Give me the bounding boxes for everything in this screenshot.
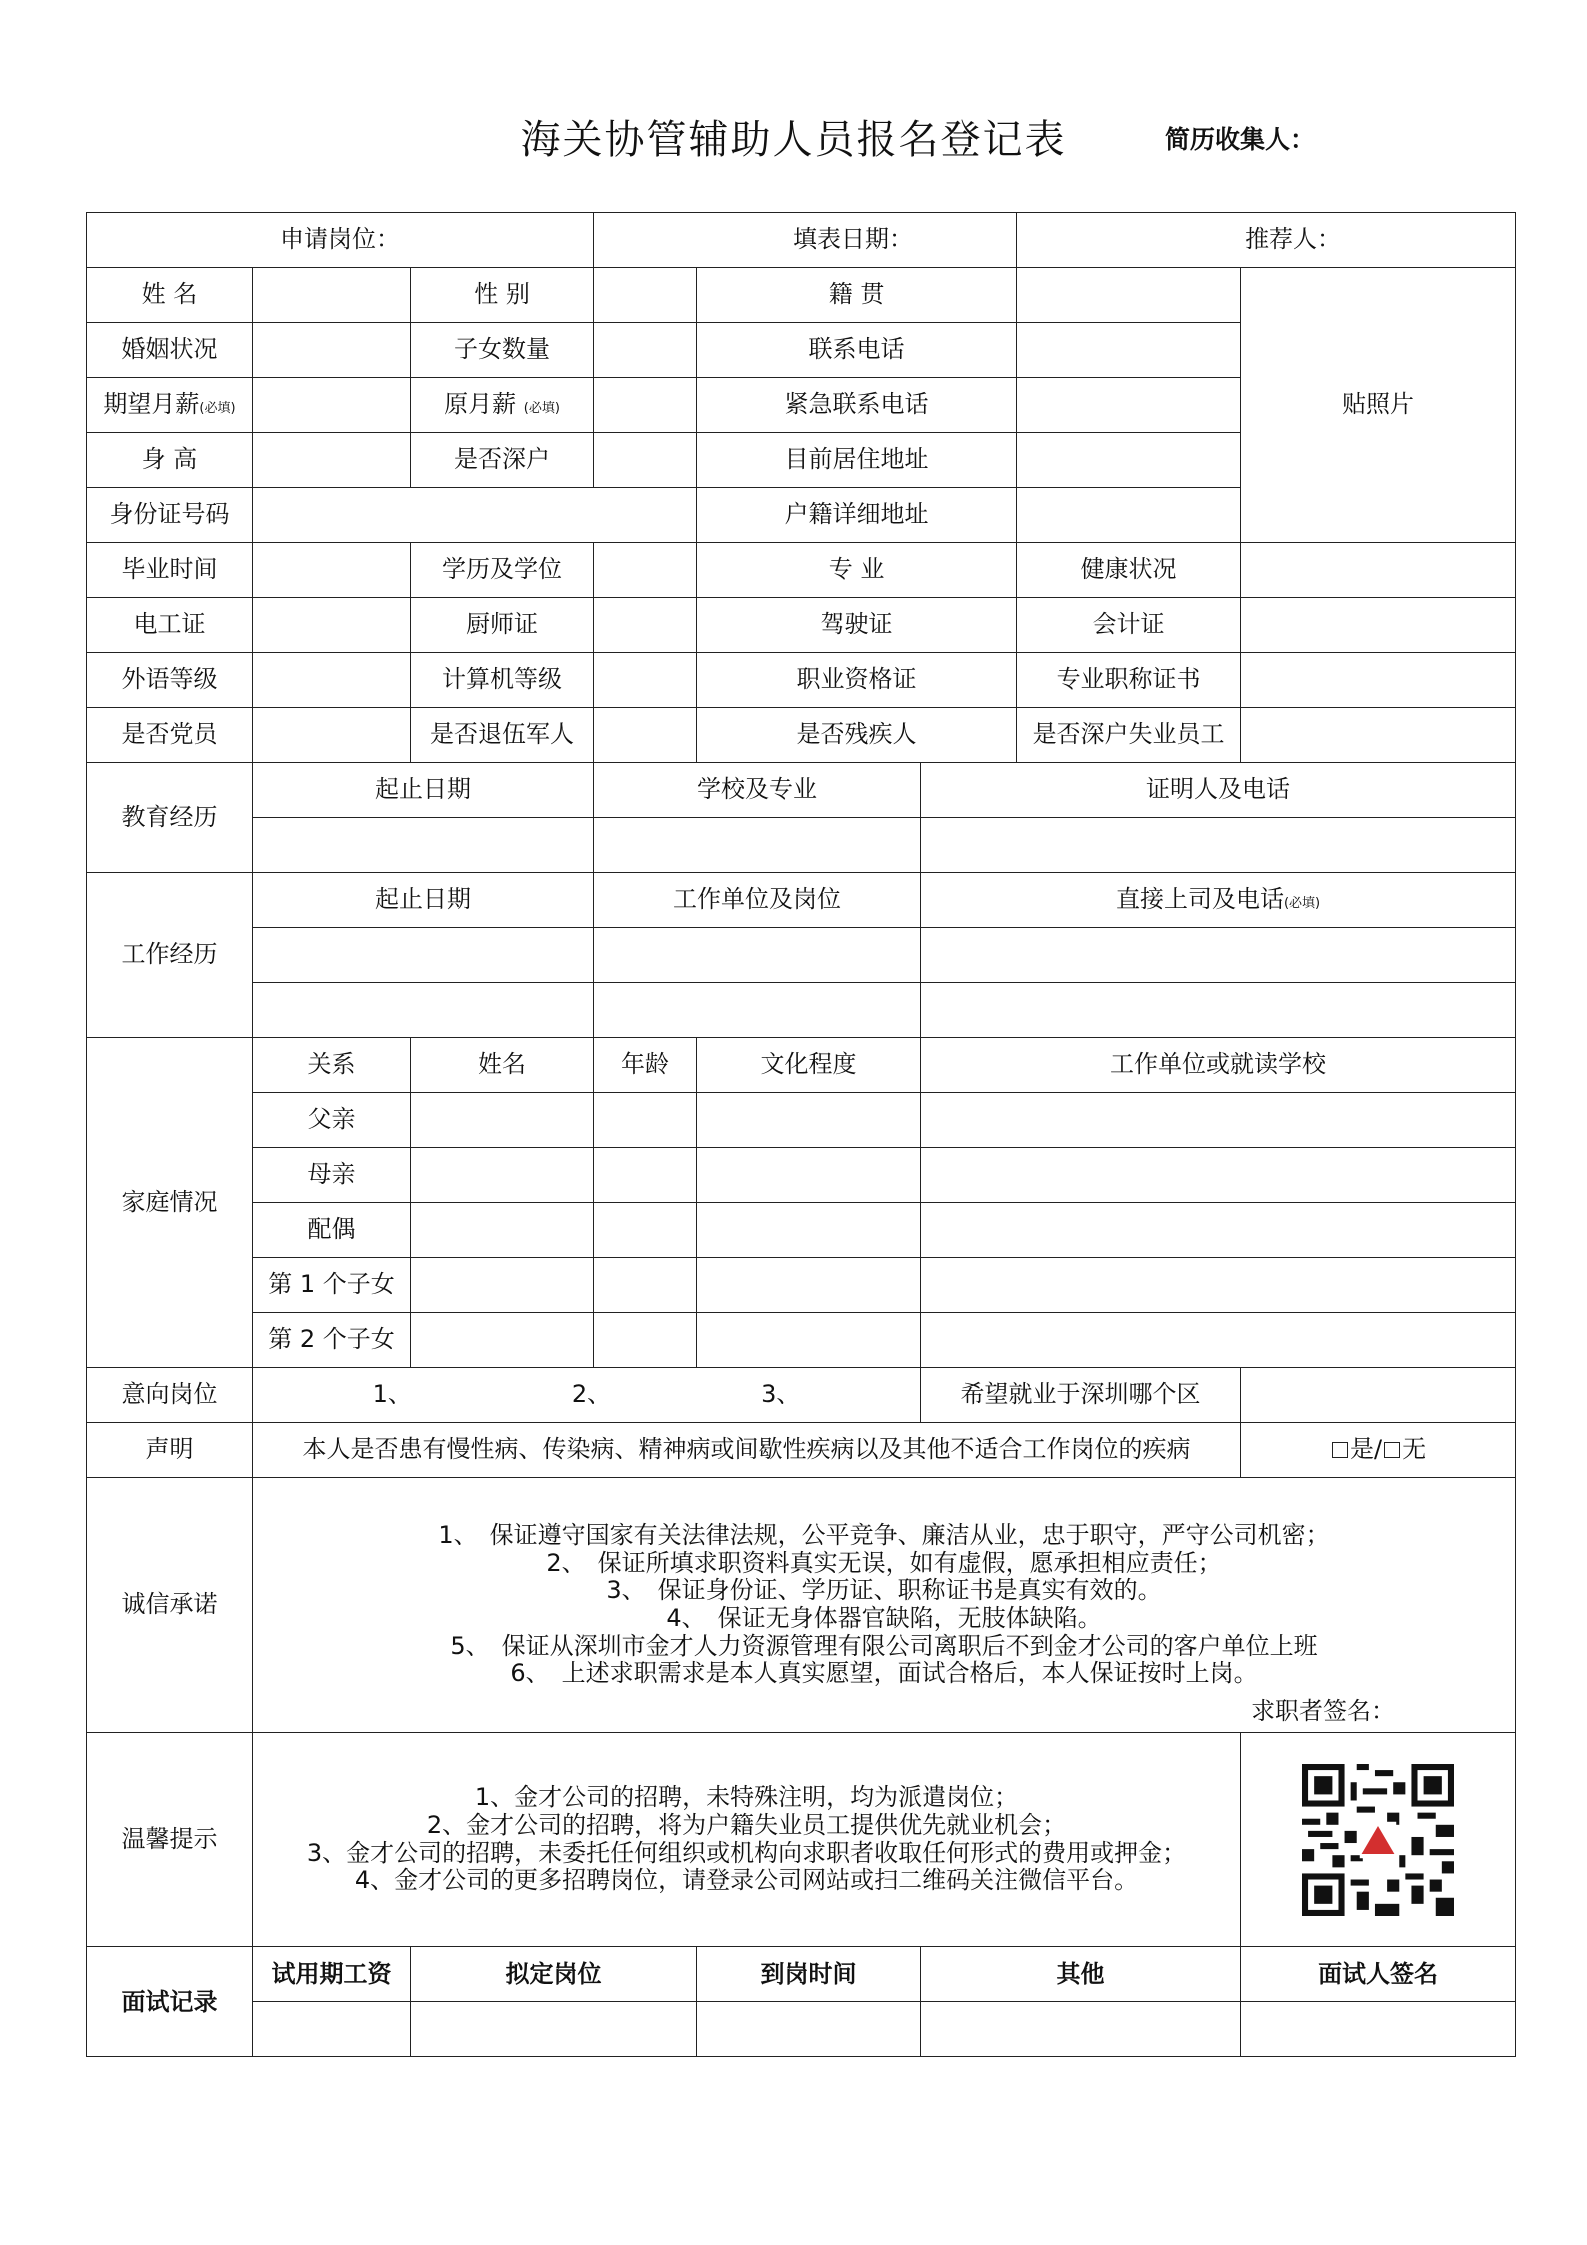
shenzhen-hukou-label: 是否深户 [411, 433, 594, 488]
family-age-field[interactable] [594, 1203, 697, 1258]
electrician-label: 电工证 [87, 598, 253, 653]
children-count-label: 子女数量 [411, 323, 594, 378]
driver-label: 驾驶证 [697, 598, 1017, 653]
tip-item: 1、金才公司的招聘，未特殊注明，均为派遣岗位； [474, 1783, 1019, 1812]
native-place-label: 籍 贯 [697, 268, 1017, 323]
tip-item: 2、金才公司的招聘，将为户籍失业员工提供优先就业机会； [426, 1810, 1067, 1839]
interview-start-field[interactable] [697, 2002, 921, 2057]
education-row [87, 818, 1516, 873]
family-relation: 父亲 [253, 1093, 411, 1148]
family-label: 家庭情况 [87, 1038, 253, 1368]
interview-position-field[interactable] [411, 2002, 697, 2057]
interview-col-start: 到岗时间 [697, 1947, 921, 2002]
family-education-field[interactable] [697, 1203, 921, 1258]
interview-row [87, 2002, 1516, 2057]
integrity-item: 6、 上述求职需求是本人真实愿望，面试合格后，本人保证按时上岗。 [510, 1659, 1258, 1688]
hukou-address-label: 户籍详细地址 [697, 488, 1017, 543]
checkbox-no[interactable] [1384, 1442, 1400, 1458]
work-col-employer: 工作单位及岗位 [594, 873, 921, 928]
original-salary-field[interactable] [594, 378, 697, 433]
position-applied[interactable]: 申请岗位： [87, 213, 594, 268]
language-label: 外语等级 [87, 653, 253, 708]
integrity-item: 3、 保证身份证、学历证、职称证书是真实有效的。 [606, 1576, 1162, 1605]
degree-field[interactable] [594, 543, 697, 598]
family-row-mother [87, 1148, 1516, 1203]
work-row [87, 983, 1516, 1038]
degree-label: 学历及学位 [411, 543, 594, 598]
family-relation: 第 1 个子女 [253, 1258, 411, 1313]
interview-col-other: 其他 [921, 1947, 1241, 2002]
original-salary-label: 原月薪 (必填) [411, 378, 594, 433]
hukou-address-field[interactable] [1017, 488, 1241, 543]
district-label: 希望就业于深圳哪个区 [921, 1368, 1241, 1423]
family-name-field[interactable] [411, 1313, 594, 1368]
qr-code-icon[interactable] [1302, 1764, 1454, 1916]
family-education-field[interactable] [697, 1258, 921, 1313]
family-col-workplace: 工作单位或就读学校 [921, 1038, 1516, 1093]
interview-col-signature: 面试人签名 [1241, 1947, 1516, 2002]
expected-salary-label: 期望月薪(必填) [87, 378, 253, 433]
family-age-field[interactable] [594, 1093, 697, 1148]
family-education-field[interactable] [697, 1148, 921, 1203]
chef-field[interactable] [594, 598, 697, 653]
current-address-field[interactable] [1017, 433, 1241, 488]
tips-list [253, 1733, 1241, 1947]
work-label: 工作经历 [87, 873, 253, 1038]
computer-field[interactable] [594, 653, 697, 708]
referrer[interactable]: 推荐人： [1017, 213, 1516, 268]
gender-field[interactable] [594, 268, 697, 323]
integrity-item: 2、 保证所填求职资料真实无误，如有虚假，愿承担相应责任； [546, 1548, 1222, 1577]
education-school-field[interactable] [594, 818, 921, 873]
marital-field[interactable] [253, 323, 411, 378]
qr-cell [1241, 1733, 1516, 1947]
id-number-field[interactable] [253, 488, 697, 543]
unemployed-label: 是否深户失业员工 [1017, 708, 1241, 763]
family-name-field[interactable] [411, 1093, 594, 1148]
native-place-field[interactable] [1017, 268, 1241, 323]
accountant-label: 会计证 [1017, 598, 1241, 653]
veteran-label: 是否退伍军人 [411, 708, 594, 763]
family-col-name: 姓名 [411, 1038, 594, 1093]
family-education-field[interactable] [697, 1313, 921, 1368]
education-dates-field[interactable] [253, 818, 594, 873]
electrician-field[interactable] [253, 598, 411, 653]
interview-col-position: 拟定岗位 [411, 1947, 697, 2002]
children-count-field[interactable] [594, 323, 697, 378]
family-name-field[interactable] [411, 1258, 594, 1313]
disabled-label: 是否残疾人 [697, 708, 1017, 763]
emergency-phone-label: 紧急联系电话 [697, 378, 1017, 433]
education-referee-field[interactable] [921, 818, 1516, 873]
emergency-phone-field[interactable] [1017, 378, 1241, 433]
phone-label: 联系电话 [697, 323, 1017, 378]
family-col-relation: 关系 [253, 1038, 411, 1093]
registration-form [86, 212, 1516, 2057]
family-relation: 配偶 [253, 1203, 411, 1258]
family-education-field[interactable] [697, 1093, 921, 1148]
chef-label: 厨师证 [411, 598, 594, 653]
education-col-referee: 证明人及电话 [921, 763, 1516, 818]
fill-date[interactable]: 填表日期： [594, 213, 1017, 268]
form-title: 海关协管辅助人员报名登记表 [520, 117, 1067, 163]
family-name-field[interactable] [411, 1203, 594, 1258]
gender-label: 性 别 [411, 268, 594, 323]
declaration-text: 本人是否患有慢性病、传染病、精神病或间歇性疾病以及其他不适合工作岗位的疾病 [253, 1423, 1241, 1478]
integrity-list [253, 1478, 1516, 1733]
marital-label: 婚姻状况 [87, 323, 253, 378]
integrity-item: 4、 保证无身体器官缺陷，无肢体缺陷。 [666, 1604, 1102, 1632]
graduation-label: 毕业时间 [87, 543, 253, 598]
work-row [87, 928, 1516, 983]
resume-collector-label: 简历收集人： [1165, 125, 1316, 154]
intent-label: 意向岗位 [87, 1368, 253, 1423]
party-field[interactable] [253, 708, 411, 763]
applicant-signature[interactable]: 求职者签名： [1251, 1697, 1396, 1726]
work-col-supervisor: 直接上司及电话(必填) [921, 873, 1516, 928]
height-label: 身 高 [87, 433, 253, 488]
integrity-item: 5、 保证从深圳市金才人力资源管理有限公司离职后不到金才公司的客户单位上班 [450, 1631, 1318, 1660]
title-cert-label: 专业职称证书 [1017, 653, 1241, 708]
title-cert-field[interactable] [1241, 653, 1516, 708]
computer-label: 计算机等级 [411, 653, 594, 708]
work-col-dates: 起止日期 [253, 873, 594, 928]
family-col-education: 文化程度 [697, 1038, 921, 1093]
family-workplace-field[interactable] [921, 1313, 1516, 1368]
veteran-field[interactable] [594, 708, 697, 763]
work-dates-field[interactable] [253, 928, 594, 983]
interview-signature-field[interactable] [1241, 2002, 1516, 2057]
accountant-field[interactable] [1241, 598, 1516, 653]
photo-area[interactable]: 贴照片 [1241, 268, 1516, 543]
interview-col-salary: 试用期工资 [253, 1947, 411, 2002]
education-label: 教育经历 [87, 763, 253, 873]
family-name-field[interactable] [411, 1148, 594, 1203]
work-employer-field[interactable] [594, 983, 921, 1038]
work-dates-field[interactable] [253, 983, 594, 1038]
name-field[interactable] [253, 268, 411, 323]
declaration-label: 声明 [87, 1423, 253, 1478]
family-row-spouse [87, 1203, 1516, 1258]
tip-item: 4、金才公司的更多招聘岗位，请登录公司网站或扫二维码关注微信平台。 [354, 1866, 1139, 1895]
family-row-child-1 [87, 1258, 1516, 1313]
tip-item: 3、金才公司的招聘，未委托任何组织或机构向求职者收取任何形式的费用或押金； [306, 1838, 1187, 1867]
height-field[interactable] [253, 433, 411, 488]
major-label: 专 业 [697, 543, 1017, 598]
unemployed-field[interactable] [1241, 708, 1516, 763]
family-age-field[interactable] [594, 1313, 697, 1368]
language-field[interactable] [253, 653, 411, 708]
integrity-item: 1、 保证遵守国家有关法律法规，公平竞争、廉洁从业，忠于职守，严守公司机密； [438, 1521, 1330, 1550]
work-supervisor-field[interactable] [921, 928, 1516, 983]
interview-label: 面试记录 [87, 1947, 253, 2057]
family-workplace-field[interactable] [921, 1203, 1516, 1258]
family-age-field[interactable] [594, 1258, 697, 1313]
shenzhen-hukou-field[interactable] [594, 433, 697, 488]
health-label: 健康状况 [1017, 543, 1241, 598]
name-label: 姓 名 [87, 268, 253, 323]
family-col-age: 年龄 [594, 1038, 697, 1093]
expected-salary-field[interactable] [253, 378, 411, 433]
family-workplace-field[interactable] [921, 1093, 1516, 1148]
family-relation: 第 2 个子女 [253, 1313, 411, 1368]
family-workplace-field[interactable] [921, 1148, 1516, 1203]
graduation-field[interactable] [253, 543, 411, 598]
party-label: 是否党员 [87, 708, 253, 763]
interview-other-field[interactable] [921, 2002, 1241, 2057]
family-workplace-field[interactable] [921, 1258, 1516, 1313]
current-address-label: 目前居住地址 [697, 433, 1017, 488]
declaration-choice[interactable]: 是/ 无 [1241, 1423, 1516, 1478]
work-employer-field[interactable] [594, 928, 921, 983]
checkbox-yes[interactable] [1332, 1442, 1348, 1458]
family-row-father [87, 1093, 1516, 1148]
family-age-field[interactable] [594, 1148, 697, 1203]
tips-label: 温馨提示 [87, 1733, 253, 1947]
education-col-school: 学校及专业 [594, 763, 921, 818]
family-row-child-2 [87, 1313, 1516, 1368]
phone-field[interactable] [1017, 323, 1241, 378]
education-col-dates: 起止日期 [253, 763, 594, 818]
interview-salary-field[interactable] [253, 2002, 411, 2057]
professional-cert-label: 职业资格证 [697, 653, 1017, 708]
district-field[interactable] [1241, 1368, 1516, 1423]
work-supervisor-field[interactable] [921, 983, 1516, 1038]
family-relation: 母亲 [253, 1148, 411, 1203]
intent-options[interactable]: 1、 2、 3、 [253, 1368, 921, 1423]
id-number-label: 身份证号码 [87, 488, 253, 543]
integrity-label: 诚信承诺 [87, 1478, 253, 1733]
header-row [87, 213, 1516, 268]
health-field[interactable] [1241, 543, 1516, 598]
